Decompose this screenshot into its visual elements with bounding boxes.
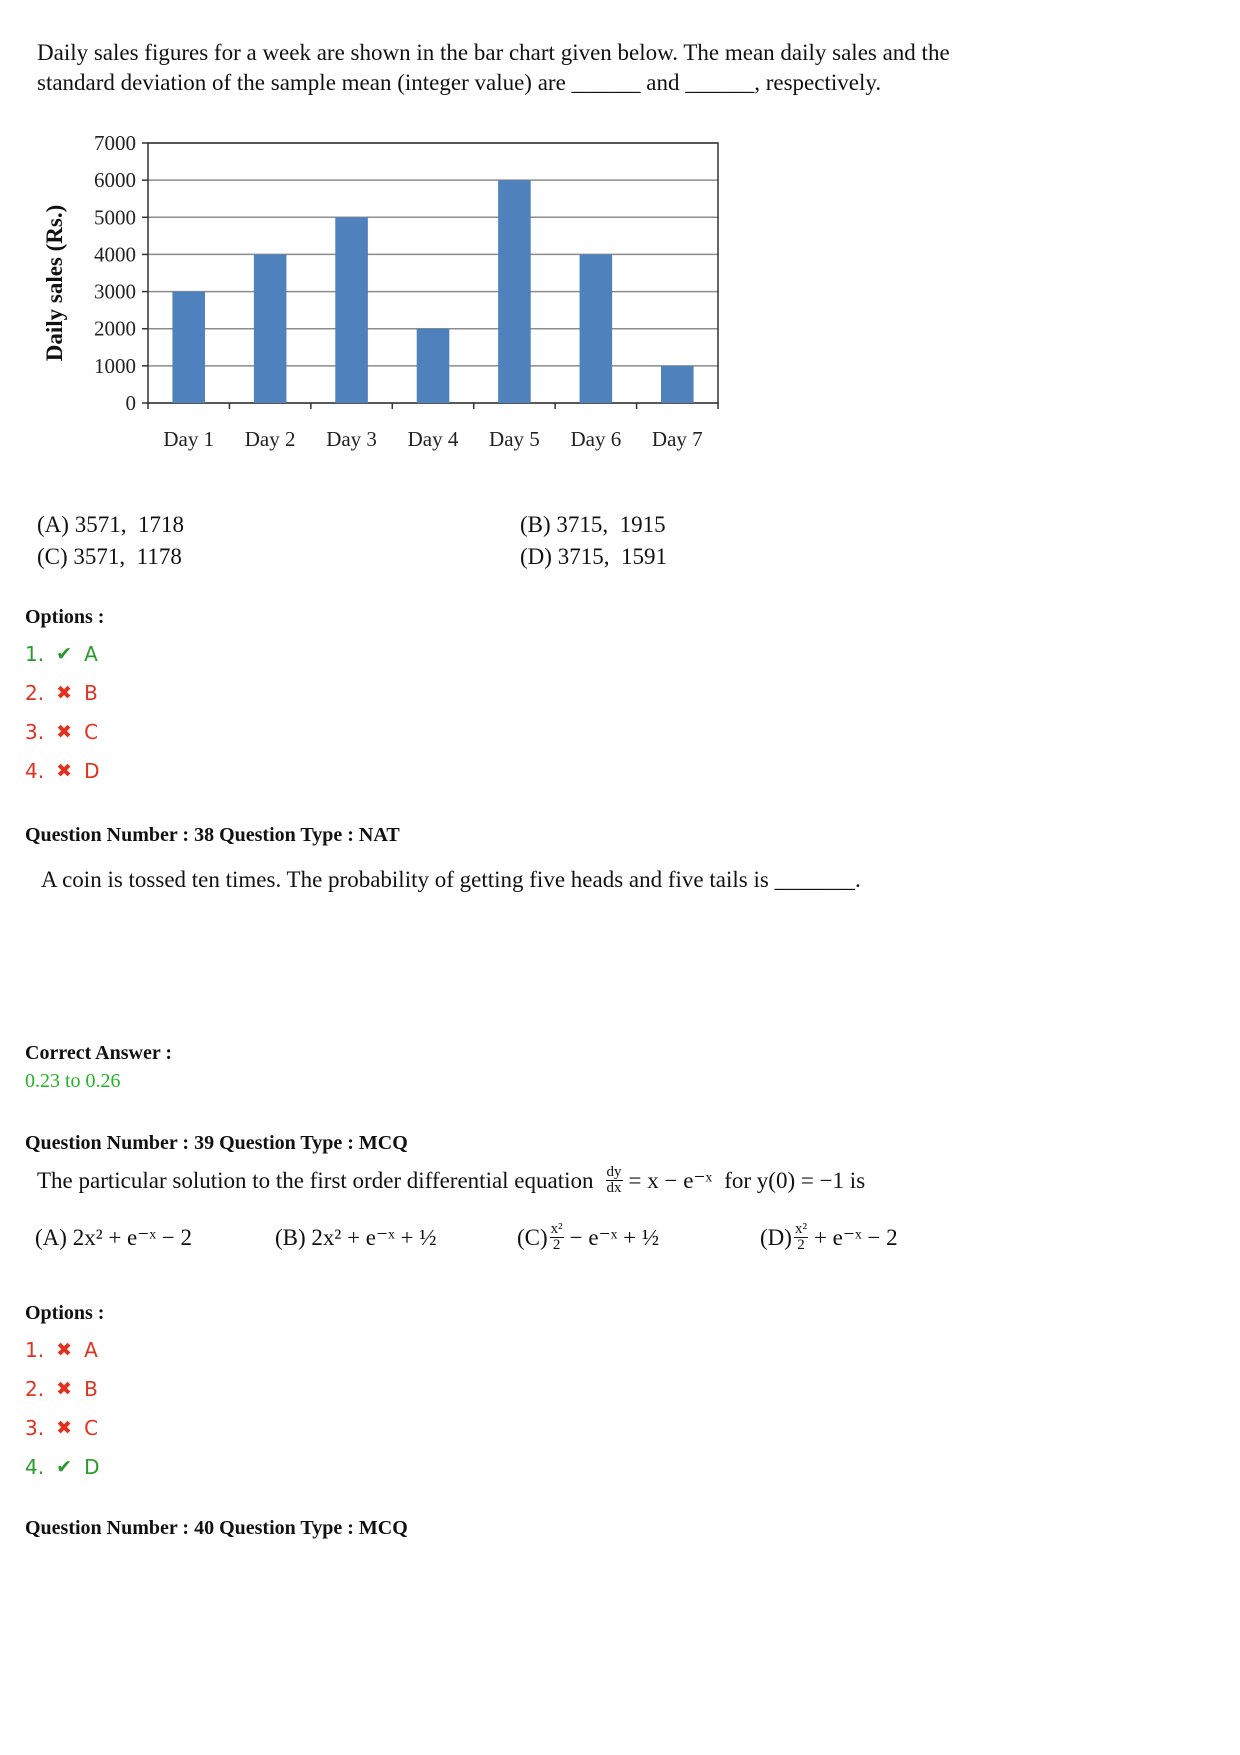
q39-choice-a [35,1225,192,1251]
choice-b-letter: (B) [275,1225,306,1250]
question-37-line-1: Daily sales figures for a week are shown in the bar chart given below. The mean daily sales and the [37,40,950,65]
q39-option-2 [25,1369,100,1408]
cross-icon: ✖ [56,759,73,782]
choice-d-value: 3715, 1591 [557,544,667,569]
cross-icon: ✖ [56,1338,73,1361]
choice-c-numerator: x² [550,1221,563,1237]
q37-option-3 [25,712,100,751]
choice-a-value: 3571, 1718 [74,512,184,537]
option-letter: A [84,1337,98,1362]
y-axis-label: Daily sales (Rs.) [42,204,67,362]
choice-d-letter: (D) [760,1224,792,1250]
derivative-denominator: dx [606,1180,622,1196]
x-tick-label: Day 4 [407,427,459,451]
choice-d-denominator: 2 [797,1237,805,1253]
choice-b-expression: 2x² + e⁻ˣ + ½ [311,1225,437,1250]
bar [254,254,287,403]
q39-option-3 [25,1408,100,1447]
choice-b-value: 3715, 1915 [556,512,666,537]
choice-d-fraction [794,1222,808,1253]
check-icon: ✔ [56,642,73,665]
cross-icon: ✖ [56,1377,73,1400]
choice-d-numerator: x² [794,1221,807,1237]
question-39-text [37,1165,865,1196]
bar [172,292,205,403]
choice-d-letter: (D) [520,544,552,569]
check-icon: ✔ [56,1455,73,1478]
option-letter: C [84,1415,99,1440]
choice-a [37,512,184,538]
cross-icon: ✖ [56,720,73,743]
y-tick-label: 7000 [94,131,136,155]
x-tick-label: Day 2 [244,427,296,451]
question-40-header: Question Number : 40 Question Type : MCQ [25,1517,408,1539]
y-tick-label: 2000 [94,316,136,341]
equation-rhs: = x − e⁻ˣ [628,1167,713,1193]
choice-c-letter: (C) [517,1224,548,1250]
option-number: 2. [25,1376,45,1401]
bar [661,366,694,403]
option-letter: A [84,641,98,666]
choice-c-letter: (C) [37,544,68,569]
option-number: 1. [25,1337,45,1362]
question-38-text: A coin is tossed ten times. The probability of getting five heads and five tails is _______. [41,867,861,892]
y-tick-label: 6000 [94,168,136,193]
option-number: 4. [25,758,45,783]
choice-c-denominator: 2 [552,1237,561,1253]
q39-option-1 [25,1330,100,1369]
x-tick-label: Day 3 [326,427,377,451]
x-tick-label: Day 6 [570,427,622,451]
correct-answer-label: Correct Answer : [25,1042,172,1064]
question-38-header: Question Number : 38 Question Type : NAT [25,824,400,846]
choice-b [520,512,666,538]
cross-icon: ✖ [56,1416,73,1439]
choice-a-expression: 2x² + e⁻ˣ − 2 [72,1225,193,1250]
choice-c-expression: − e⁻ˣ + ½ [569,1224,660,1250]
bar [580,254,613,403]
option-letter: D [84,758,100,783]
q39-choice-d [760,1222,898,1253]
q39-options-label: Options : [25,1302,105,1324]
q39-choice-c [517,1222,659,1253]
x-tick-label: Day 7 [651,427,703,451]
choice-b-letter: (B) [520,512,551,537]
y-tick-label: 1000 [94,353,136,378]
choice-c [37,544,182,570]
question-39-header: Question Number : 39 Question Type : MCQ [25,1132,408,1154]
option-number: 3. [25,719,45,744]
cross-icon: ✖ [56,681,73,704]
correct-answer-value: 0.23 to 0.26 [25,1070,121,1092]
choice-c-fraction [550,1222,564,1253]
choice-d [520,544,667,570]
option-number: 3. [25,1415,45,1440]
x-tick-label: Day 1 [163,427,215,451]
q37-options-list [25,634,100,790]
q39-choice-b [275,1225,437,1251]
y-tick-label: 5000 [94,205,136,230]
bar [417,329,450,403]
q39-option-4 [25,1447,100,1486]
option-number: 4. [25,1454,45,1479]
option-letter: B [84,1376,98,1401]
option-letter: D [84,1454,100,1479]
option-letter: B [84,680,98,705]
derivative-fraction [606,1165,623,1196]
choice-c-value: 3571, 1178 [73,544,182,569]
option-number: 2. [25,680,45,705]
bar [335,217,368,403]
derivative-numerator: dy [606,1164,622,1180]
choice-a-letter: (A) [37,512,69,537]
q37-options-label: Options : [25,606,105,628]
y-tick-label: 3000 [94,279,136,304]
q37-option-2 [25,673,100,712]
q37-option-1 [25,634,100,673]
y-tick-label: 0 [125,391,136,415]
daily-sales-bar-chart [30,125,730,460]
q37-option-4 [25,751,100,790]
choice-a-letter: (A) [35,1225,67,1250]
q39-options-list [25,1330,100,1486]
x-tick-label: Day 5 [489,427,540,451]
question-37-text [37,38,950,98]
question-39-text-prefix: The particular solution to the first order differential equation [37,1167,594,1193]
option-number: 1. [25,641,45,666]
choice-d-expression: + e⁻ˣ − 2 [813,1224,898,1250]
bar [498,180,531,403]
question-37-line-2: standard deviation of the sample mean (integer value) are ______ and ______, respectively. [37,70,882,95]
y-tick-label: 4000 [94,242,136,267]
option-letter: C [84,719,99,744]
question-39-text-suffix: for y(0) = −1 is [724,1167,866,1193]
